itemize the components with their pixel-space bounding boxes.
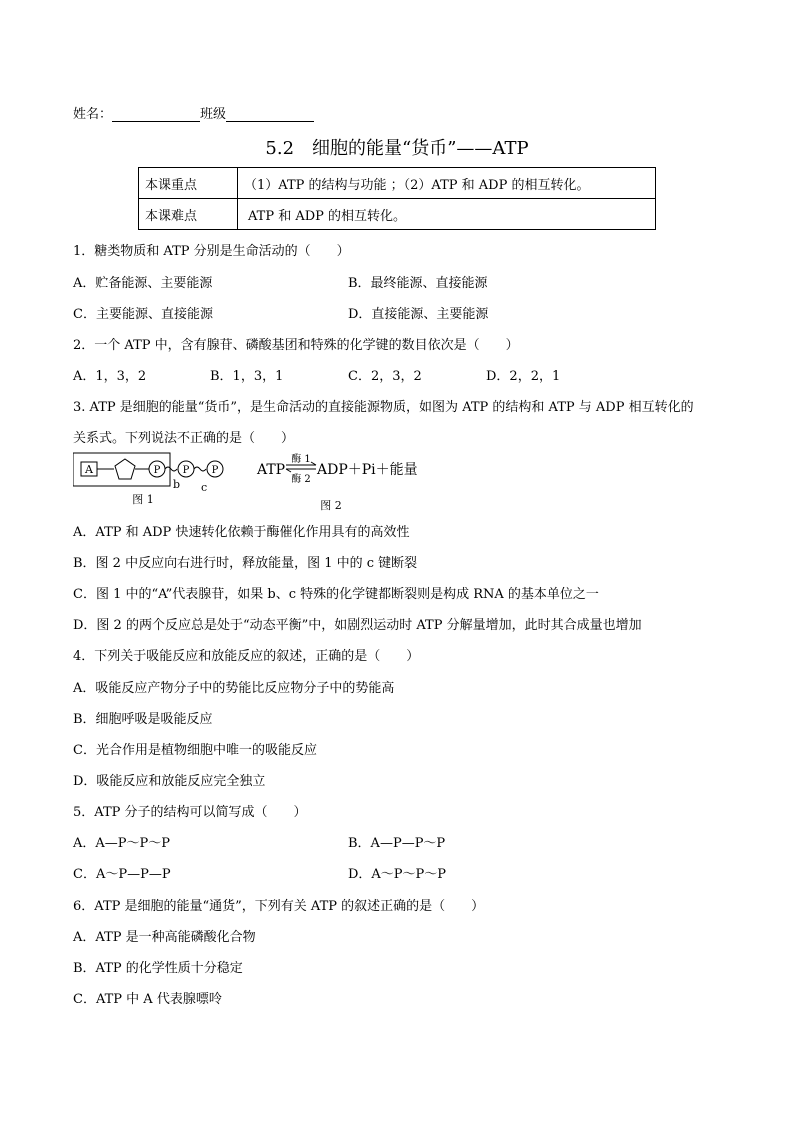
bond-c-label: c <box>201 481 208 494</box>
focus-key: 本课重点 <box>139 168 238 199</box>
bond-b-label: b <box>173 478 181 491</box>
enzyme-2-label: 酶 2 <box>291 474 311 485</box>
ribose-pentagon <box>115 459 135 479</box>
q4-option-a[interactable]: A．吸能反应产物分子中的势能比反应物分子中的势能高 <box>73 681 395 696</box>
reaction-right: ADP＋Pi＋能量 <box>317 462 418 478</box>
q1-stem: 1．糖类物质和 ATP 分别是生命活动的（ ） <box>73 244 350 259</box>
table-row <box>139 199 656 230</box>
q2-option-c[interactable]: C．2，3，2 <box>348 369 422 384</box>
q2-stem: 2．一个 ATP 中，含有腺苷、磷酸基团和特殊的化学键的数目依次是（ ） <box>73 338 519 353</box>
q3-stem-line2: 关系式。下列说法不正确的是（ ） <box>73 431 295 446</box>
q5-stem: 5．ATP 分子的结构可以简写成（ ） <box>73 805 307 820</box>
q4-option-d[interactable]: D．吸能反应和放能反应完全独立 <box>73 774 266 789</box>
difficulty-key: 本课难点 <box>139 199 238 230</box>
q2-option-a[interactable]: A．1，3，2 <box>73 369 147 384</box>
q4-option-b[interactable]: B．细胞呼吸是吸能反应 <box>73 712 213 727</box>
phosphate-p2: P <box>182 465 190 476</box>
q6-stem: 6．ATP 是细胞的能量“通货”，下列有关 ATP 的叙述正确的是（ ） <box>73 899 485 914</box>
figure-1-atp-structure <box>73 453 223 506</box>
bond-c-wave <box>194 467 206 471</box>
atp-figures <box>73 452 453 514</box>
enzyme-1-label: 酶 1 <box>291 454 311 465</box>
figure-2-reaction <box>256 452 418 512</box>
page-title: 5.2 细胞的能量“货币”——ATP <box>265 138 529 159</box>
reaction-left: ATP <box>257 462 286 478</box>
focus-value: （1）ATP 的结构与功能 ；（2）ATP 和 ADP 的相互转化。 <box>238 168 656 199</box>
table-row <box>139 168 656 199</box>
q3-option-d[interactable]: D．图 2 的两个反应总是处于“动态平衡”中，如剧烈运动时 ATP 分解量增加，此时其合成量也增加 <box>73 618 642 633</box>
q5-option-a[interactable]: A．A—P～P～P <box>73 836 171 851</box>
phosphate-p3: P <box>211 465 219 476</box>
q2-option-b[interactable]: B．1，3，1 <box>210 369 284 384</box>
q3-stem-line1: 3. ATP 是细胞的能量“货币”，是生命活动的直接能源物质，如图为 ATP 的结构和 ATP 与 ADP 相互转化的 <box>73 400 694 415</box>
bond-b-wave <box>165 467 177 471</box>
q4-option-c[interactable]: C．光合作用是植物细胞中唯一的吸能反应 <box>73 743 317 758</box>
q1-option-a[interactable]: A．贮备能源、主要能源 <box>73 276 213 291</box>
q4-stem: 4．下列关于吸能反应和放能反应的叙述，正确的是（ ） <box>73 649 420 664</box>
q3-option-c[interactable]: C．图 1 中的“A”代表腺苷，如果 b、c 特殊的化学键都断裂则是构成 RNA 的基本单位之一 <box>73 587 599 602</box>
q3-option-b[interactable]: B．图 2 中反应向右进行时，释放能量，图 1 中的 c 键断裂 <box>73 556 418 571</box>
figure-1-caption: 图 1 <box>132 493 154 506</box>
lesson-focus-table <box>138 167 656 230</box>
q1-option-c[interactable]: C．主要能源、直接能源 <box>73 307 213 322</box>
q3-option-a[interactable]: A．ATP 和 ADP 快速转化依赖于酶催化作用具有的高效性 <box>73 525 410 540</box>
class-blank[interactable] <box>226 107 314 122</box>
q6-option-b[interactable]: B．ATP 的化学性质十分稳定 <box>73 961 243 976</box>
class-label: 班级 <box>200 107 227 122</box>
phosphate-p1: P <box>153 465 161 476</box>
q6-option-a[interactable]: A．ATP 是一种高能磷酸化合物 <box>73 930 256 945</box>
name-blank[interactable] <box>112 107 200 122</box>
q6-option-c[interactable]: C．ATP 中 A 代表腺嘌呤 <box>73 992 222 1007</box>
q1-option-d[interactable]: D．直接能源、主要能源 <box>348 307 489 322</box>
q1-option-b[interactable]: B．最终能源、直接能源 <box>348 276 488 291</box>
name-label: 姓名： <box>73 107 113 122</box>
figure-2-caption: 图 2 <box>320 499 342 512</box>
adenine-letter: A <box>85 463 93 476</box>
q5-option-d[interactable]: D．A～P～P～P <box>348 867 447 882</box>
q2-option-d[interactable]: D．2，2，1 <box>486 369 561 384</box>
q5-option-b[interactable]: B．A—P—P～P <box>348 836 446 851</box>
student-info-line <box>73 103 314 122</box>
difficulty-value: ATP 和 ADP 的相互转化。 <box>238 199 656 230</box>
q5-option-c[interactable]: C．A～P—P—P <box>73 867 171 882</box>
